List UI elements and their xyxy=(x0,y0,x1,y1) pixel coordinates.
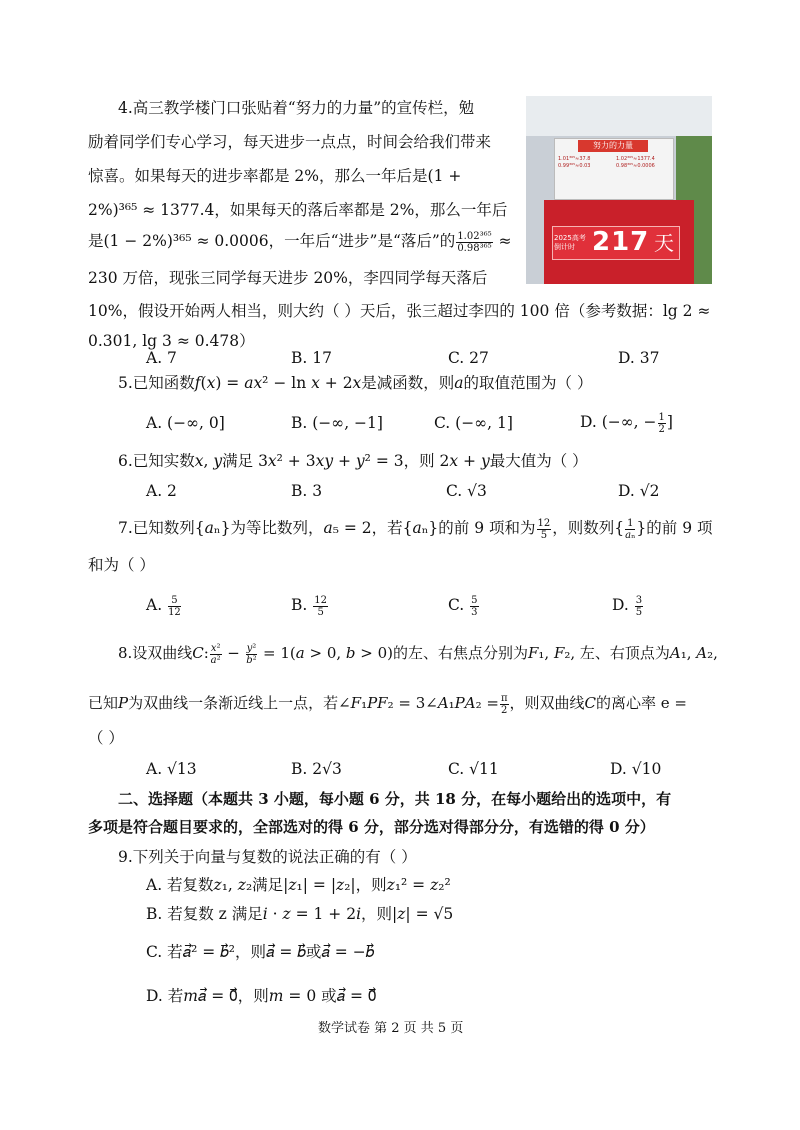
q4-line-4: 2%)³⁶⁵ ≈ 1377.4，如果每天的落后率都是 2%，那么一年后 xyxy=(88,201,508,219)
q7-stem-line-1 xyxy=(118,517,713,541)
q8-option-b[interactable]: B. 2√3 xyxy=(291,760,342,778)
q4-ratio-den: 0.98³⁶⁵ xyxy=(457,242,492,254)
q4-line-1: 4.高三教学楼门口张贴着“努力的力量”的宣传栏，勉 xyxy=(118,99,475,117)
q8-option-a[interactable]: A. √13 xyxy=(146,760,197,778)
photo-right-text: 1.02³⁶⁵≈1377.4 0.98³⁶⁵≈0.0006 xyxy=(616,156,655,169)
q7-stem-line-2: 和为（ ） xyxy=(88,556,155,574)
q4-line-6: 230 万倍，现张三同学每天进步 20%，李四同学每天落后 xyxy=(88,269,488,287)
q8-pi-fraction xyxy=(500,693,509,716)
q8-y-den: 𝑏² xyxy=(246,654,257,666)
q9-option-a[interactable]: A. 若复数𝑧₁, 𝑧₂满足|𝑧₁| = |𝑧₂|，则𝑧₁² = 𝑧₂² xyxy=(146,876,451,894)
q5-d-den: 2 xyxy=(658,423,665,435)
q4-option-d[interactable]: D. 37 xyxy=(618,349,660,367)
q7-stem-b: ，则数列{ xyxy=(552,519,625,537)
q8-option-c[interactable]: C. √11 xyxy=(448,760,499,778)
q6-option-c[interactable]: C. √3 xyxy=(446,482,487,500)
q7-option-b-letter: B. xyxy=(291,596,308,614)
q5-option-d[interactable] xyxy=(580,411,673,435)
q4-line-7: 10%，假设开始两人相当，则大约（ ）天后，张三超过李四的 100 倍（参考数据：lg 2 ≈ xyxy=(88,302,711,320)
photo-left-text: 1.01³⁶⁵≈37.8 0.99³⁶⁵≈0.03 xyxy=(558,156,591,169)
q7-b-den: 5 xyxy=(317,606,324,618)
q8-option-d[interactable]: D. √10 xyxy=(610,760,662,778)
q6-option-b[interactable]: B. 3 xyxy=(291,482,323,500)
q4-ratio-fraction xyxy=(456,231,492,254)
photo-ceiling xyxy=(526,96,712,136)
q7-option-b-fraction xyxy=(313,595,328,618)
q8-x-fraction xyxy=(210,643,222,666)
q5-option-b[interactable]: B. (−∞, −1] xyxy=(291,414,383,432)
q7-b-num: 12 xyxy=(314,594,327,606)
q9-option-b[interactable]: B. 若复数 z 满足𝑖 · 𝑧 = 1 + 2𝑖，则|𝑧| = √5 xyxy=(146,905,454,923)
q7-option-d-letter: D. xyxy=(612,596,629,614)
q8-y-num: 𝑦² xyxy=(246,642,257,654)
q7-option-b[interactable] xyxy=(291,594,329,618)
q7-option-c-letter: C. xyxy=(448,596,465,614)
q7-a-den: 12 xyxy=(168,606,181,618)
q4-option-a[interactable]: A. 7 xyxy=(146,349,177,367)
q7-recip-fraction xyxy=(625,518,635,541)
q7-d-den: 5 xyxy=(635,606,643,618)
q7-option-d[interactable] xyxy=(612,594,644,618)
q8-stem-2b: ，则双曲线𝐶的离心率 e = xyxy=(509,694,687,712)
q9-option-c[interactable]: C. 若𝑎⃗² = 𝑏⃗²，则𝑎⃗ = 𝑏⃗或𝑎⃗ = −𝑏⃗ xyxy=(146,943,375,961)
q7-stem-a: 7.已知数列{𝑎ₙ}为等比数列，𝑎₅ = 2，若{𝑎ₙ}的前 9 项和为 xyxy=(118,519,536,537)
q5-option-d-text: D. (−∞, − xyxy=(580,413,657,431)
q7-d-num: 3 xyxy=(635,594,643,606)
q7-sum-den: 5 xyxy=(540,529,548,541)
q8-x-den: 𝑎² xyxy=(210,654,221,666)
q7-recip-den: 𝑎ₙ xyxy=(625,529,636,541)
q5-d-num: 1 xyxy=(658,411,665,423)
q8-stem-line-1 xyxy=(118,642,718,666)
section-2-heading-line-2: 多项是符合题目要求的，全部选对的得 6 分，部分选对得部分分，有选错的得 0 分） xyxy=(88,818,655,836)
q8-pi-num: π xyxy=(500,692,508,704)
q9-stem: 9.下列关于向量与复数的说法正确的有（ ） xyxy=(118,848,417,866)
q7-sum-fraction xyxy=(537,518,552,541)
q9-option-d[interactable]: D. 若𝑚𝑎⃗ = 0⃗，则𝑚 = 0 或𝑎⃗ = 0⃗ xyxy=(146,987,377,1005)
q7-option-c-fraction xyxy=(470,595,478,618)
q7-stem-c: }的前 9 项 xyxy=(636,519,713,537)
photo-countdown-label: 2025高考 倒计时 xyxy=(554,234,586,251)
q7-option-d-fraction xyxy=(635,595,643,618)
q4-line-8: 0.301, lg 3 ≈ 0.478） xyxy=(88,332,255,350)
q7-option-a[interactable] xyxy=(146,594,182,618)
photo-banner: 努力的力量 xyxy=(578,140,648,152)
q4-line-5b: ≈ xyxy=(493,232,512,250)
photo-countdown-days: 217 xyxy=(592,227,650,257)
q7-option-a-letter: A. xyxy=(146,596,163,614)
photo-countdown-unit: 天 xyxy=(654,231,674,255)
q5-option-c[interactable]: C. (−∞, 1] xyxy=(434,414,513,432)
q8-pi-den: 2 xyxy=(501,704,508,716)
q5-option-d-fraction xyxy=(658,412,666,435)
q6-stem: 6.已知实数𝑥, 𝑦满足 3𝑥² + 3𝑥𝑦 + 𝑦² = 3，则 2𝑥 + 𝑦最大值为（ ） xyxy=(118,452,588,470)
q6-option-d[interactable]: D. √2 xyxy=(618,482,660,500)
q7-a-num: 5 xyxy=(168,595,181,607)
q4-line-2: 励着同学们专心学习，每天进步一点点，时间会给我们带来 xyxy=(88,133,492,151)
motivation-photo xyxy=(526,96,712,284)
q8-minus: − xyxy=(222,644,245,662)
q8-stem-a: 8.设双曲线𝐶: xyxy=(118,644,209,662)
q6-option-a[interactable]: A. 2 xyxy=(146,482,177,500)
q8-stem-2a: 已知𝑃为双曲线一条渐近线上一点，若∠𝐹₁𝑃𝐹₂ = 3∠𝐴₁𝑃𝐴₂ = xyxy=(88,694,499,712)
q8-x-num: 𝑥² xyxy=(210,642,221,654)
q4-line-5 xyxy=(88,230,512,254)
q4-ratio-num: 1.02³⁶⁵ xyxy=(457,230,492,242)
q5-option-a[interactable]: A. (−∞, 0] xyxy=(146,414,225,432)
q8-stem-b: = 1(𝑎 > 0, 𝑏 > 0)的左、右焦点分别为𝐹₁, 𝐹₂, 左、右顶点为𝐴₁, 𝐴₂, xyxy=(258,644,718,662)
q8-stem-line-2 xyxy=(88,692,687,716)
q7-option-a-fraction xyxy=(168,595,181,618)
q7-recip-num: 1 xyxy=(627,517,634,529)
q4-line-3: 惊喜。如果每天的进步率都是 2%，那么一年后是(1 + xyxy=(88,167,462,185)
q4-option-c[interactable]: C. 27 xyxy=(448,349,489,367)
q8-stem-line-3: （ ） xyxy=(88,729,124,747)
q4-option-b[interactable]: B. 17 xyxy=(291,349,332,367)
q4-line-5a: 是(1 − 2%)³⁶⁵ ≈ 0.0006，一年后“进步”是“落后”的 xyxy=(88,232,456,250)
q5-option-d-tail: ] xyxy=(666,413,673,431)
page-footer: 数学试卷 第 2 页 共 5 页 xyxy=(318,1021,464,1036)
q5-stem: 5.已知函数𝑓(𝑥) = 𝑎𝑥² − ln 𝑥 + 2𝑥是减函数，则𝑎的取值范围为（ ） xyxy=(118,374,593,392)
q7-option-c[interactable] xyxy=(448,594,480,618)
section-2-heading-line-1: 二、选择题（本题共 3 小题，每小题 6 分，共 18 分，在每小题给出的选项中，有 xyxy=(118,790,672,808)
q8-y-fraction xyxy=(246,643,258,666)
q7-c-num: 5 xyxy=(471,594,478,606)
q7-c-den: 3 xyxy=(471,606,478,618)
q7-sum-num: 12 xyxy=(537,517,551,529)
